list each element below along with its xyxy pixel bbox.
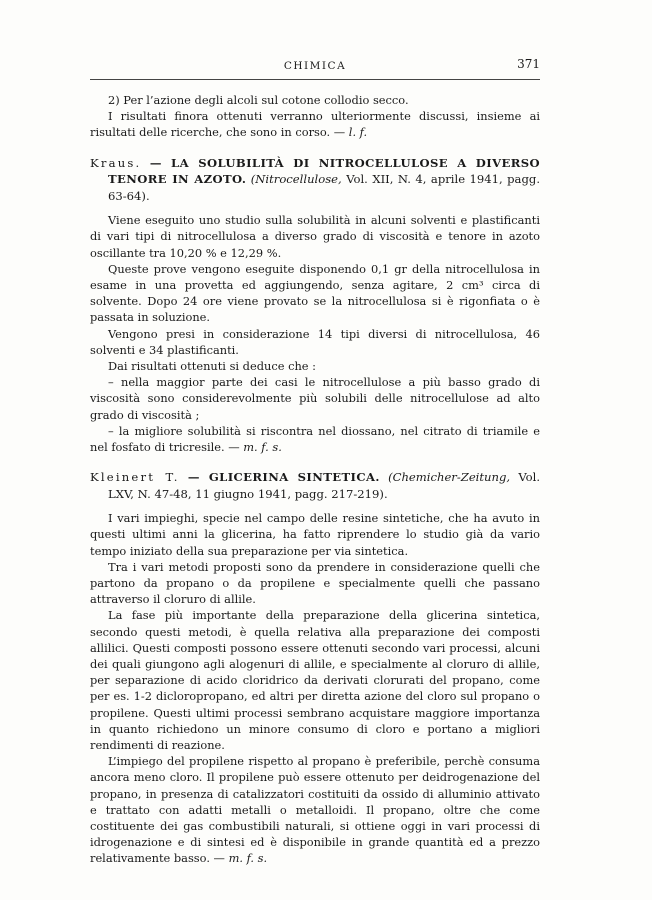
article-1-para-1: Viene eseguito uno studio sulla solubilità in alcuni solventi e plastificanti di vari tipi di nitrocellulosa a diverso grado di viscosità e tenore in azoto oscillante tra 10,20 % e 12,29 %. [90, 213, 540, 260]
article-2-signature: m. f. s. [228, 851, 268, 866]
running-head-title: CHIMICA [283, 60, 347, 72]
intro-results-text: I risultati finora ottenuti verranno ulteriormente discussi, insieme ai risultati delle ricerche, che sono in corso. — [90, 109, 540, 140]
article-2-para-3: La fase più importante della preparazione della glicerina sintetica, secondo questi metodi, è quella relativa alla preparazione dei composti allilici. Questi composti possono essere ottenuti secondo vari processi, alcuni dei quali giungono agli alogenuri di allile, e specialmente al cloruro di allile, per separazione di acido cloridrico da derivati clorurati del propano, come per es. 1-2 dicloropropano, ed altri per diretta azione del cloro sul propano o propilene. Questi ultimi processi sembrano acquistare maggiore importanza in quanto richiedono un minore consumo di cloro e portano a migliori rendimenti di reazione. [90, 608, 540, 752]
article-1-heading [90, 155, 540, 205]
article-2-heading [90, 469, 540, 502]
intro-item-2: 2) Per l’azione degli alcoli sul cotone collodio secco. [108, 93, 409, 107]
article-1-author: Kraus. [90, 155, 142, 170]
intro-results [90, 108, 540, 140]
article-1-journal: (Nitrocellulose, [250, 172, 342, 187]
article-2-para-1: I vari impieghi, specie nel campo delle resine sintetiche, che ha avuto in questi ultimi anni la glicerina, ha fatto riprendere lo studio già da vario tempo iniziato della sua preparazione per via sintetica. [90, 511, 540, 558]
article-2-author: Kleinert T. [90, 470, 180, 485]
article-1-item-1: – nella maggior parte dei casi le nitrocellulose a più basso grado di viscosità sono considerevolmente più solubili delle nitrocellulose ad alto grado di viscosità ; [90, 375, 540, 422]
header-rule [90, 79, 540, 80]
article-1-ref: Vol. XII, N. 4, aprile 1941, pagg. 63-64). [108, 172, 540, 203]
article-1-item-2-text: – la migliore solubilità si riscontra nel diossano, nel citrato di triamile e nel fosfato di tricresile. — [90, 423, 540, 454]
article-2-para-2: Tra i vari metodi proposti sono da prendere in considerazione quelli che partono da propano o da propilene e specialmente quelli che passano attraverso il cloruro di allile. [90, 559, 540, 607]
running-head [90, 55, 540, 77]
page-number: 371 [517, 57, 540, 71]
article-1-signature: m. f. s. [243, 439, 282, 454]
article-2-journal: (Chemicher-Zeitung, [388, 470, 511, 485]
article-1-para-2: Queste prove vengono eseguite disponendo 0,1 gr della nitrocellulosa in esame in una provetta ed aggiungendo, senza agitare, 2 cm³ circa di solvente. Dopo 24 ore viene provato se la nitrocellulosa si è rigonfiata o è passata in soluzione. [90, 261, 540, 325]
article-2-title: — GLICERINA SINTETICA. [187, 470, 380, 485]
article-1-para-4: Dai risultati ottenuti si deduce che : [108, 358, 317, 373]
article-2-para-4-text: L’impiego del propilene rispetto al propano è preferibile, perchè consuma ancora meno cloro. Il propilene può essere ottenuto per deidrogenazione del propano, in presenza di catalizzatori costituiti da ossido di alluminio attivato e trattato con adatti metalli o metalloidi. Il propano, oltre che come costituente dei gas combustibili naturali, si ottiene oggi in vari processi di idrogenazione e di sintesi ed è disponibile in grande quantità ed a prezzo relativamente basso. — [90, 754, 540, 866]
article-2-para-4 [90, 753, 540, 866]
article-1-para-3: Vengono presi in considerazione 14 tipi diversi di nitrocellulosa, 46 solventi e 34 plastificanti. [90, 326, 540, 357]
article-2-ref: Vol. LXV, N. 47-48, 11 giugno 1941, pagg. 217-219). [108, 470, 541, 501]
article-1-title: — LA SOLUBILITÀ DI NITROCELLULOSE A DIVERSO TENORE IN AZOTO. [108, 155, 541, 187]
intro-signature: l. f. [348, 125, 368, 140]
article-1-item-2 [90, 423, 540, 455]
